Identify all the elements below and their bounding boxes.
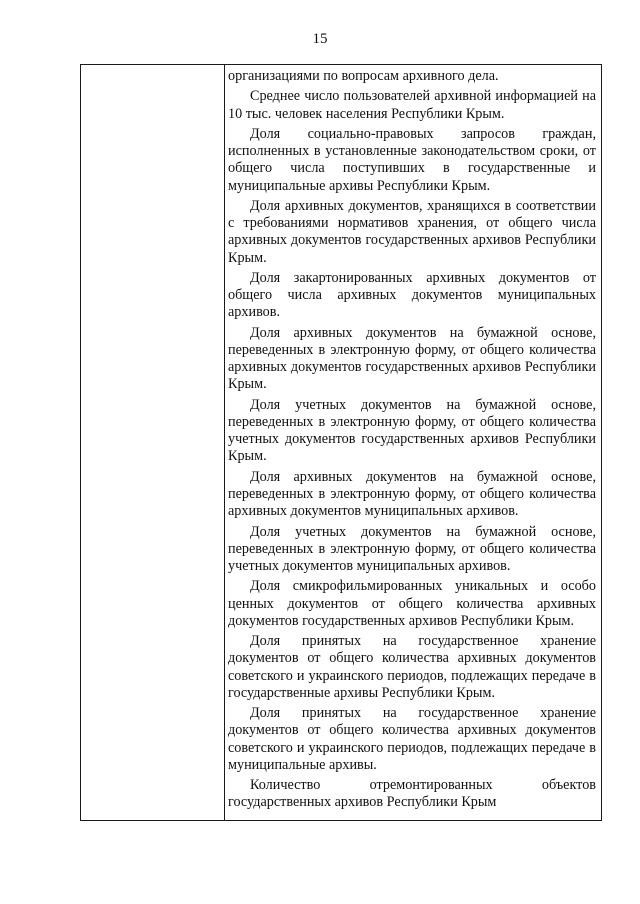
indicator-paragraph: Доля закартонированных архивных документов от общего числа архивных документов муниципальных архивов. [228,269,596,321]
indicator-paragraph: Доля принятых на государственное хранение документов от общего количества архивных документов советского и украинского периодов, подлежащих передаче в государственные архивы Республики Крым. [228,633,596,701]
indicator-paragraph: Доля принятых на государственное хранение документов от общего количества архивных документов советского и украинского периодов, подлежащих передаче в муниципальные архивы. [228,705,596,773]
indicator-paragraph: Доля учетных документов на бумажной основе, переведенных в электронную форму, от общего количества учетных документов муниципальных архивов. [228,523,596,574]
indicator-paragraph: Доля архивных документов на бумажной основе, переведенных в электронную форму, от общего количества архивных документов муниципальных архивов. [228,468,596,520]
indicators-cell [228,68,596,815]
indicator-paragraph: Доля социально-правовых запросов граждан, исполненных в установленные законодательством сроки, от общего числа поступивших в государственные и муниципальные архивы Республики Крым. [228,125,596,194]
indicator-paragraph: Доля архивных документов на бумажной основе, переведенных в электронную форму, от общего количества архивных документов государственных архивов Республики Крым. [228,324,596,393]
indicator-paragraph: Количество отремонтированных объектов государственных архивов Республики Крым [228,777,596,811]
indicator-paragraph: Доля учетных документов на бумажной основе, переведенных в электронную форму, от общего количества учетных документов государственных архивов Республики Крым. [228,396,596,465]
indicator-paragraph: Доля архивных документов, хранящихся в соответствии с требованиями нормативов хранения, от общего числа архивных документов государственных архивов Республики Крым. [228,197,596,266]
column-divider [224,65,225,820]
page-number: 15 [312,31,328,47]
indicator-paragraph: Доля смикрофильмированных уникальных и особо ценных документов от общего количества архивных документов государственных архивов Республики Крым. [228,578,596,629]
indicator-paragraph: организациями по вопросам архивного дела. [228,68,499,84]
indicator-paragraph: Среднее число пользователей архивной информацией на 10 тыс. человек населения Республики Крым. [228,88,596,122]
indicator-table [80,64,602,821]
